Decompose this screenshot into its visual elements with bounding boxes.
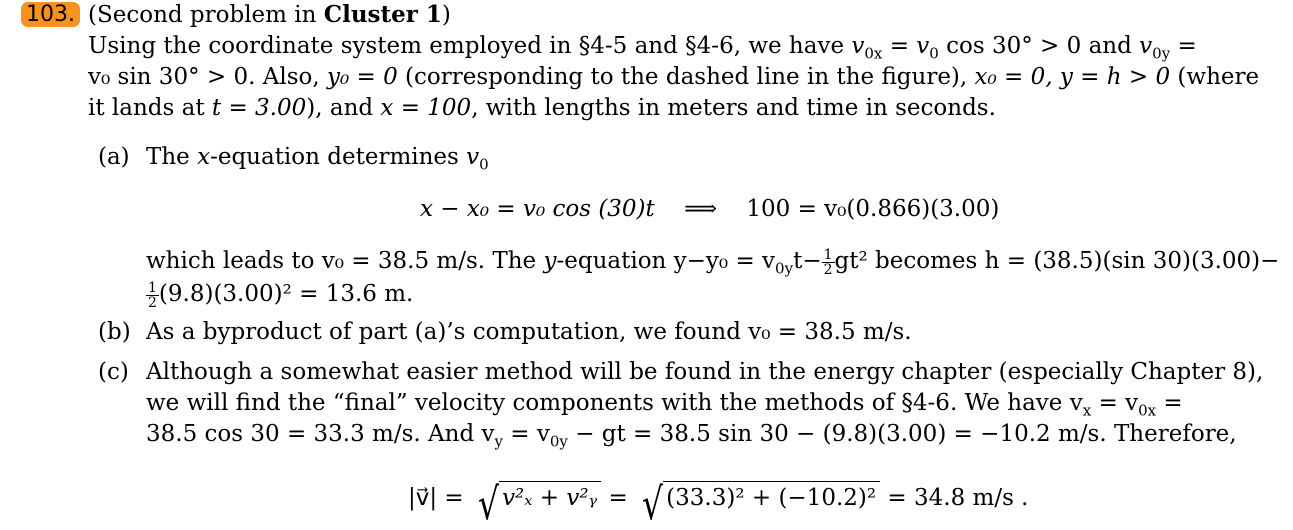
c-text: = v	[502, 421, 550, 447]
math: 0	[479, 155, 489, 174]
intro-text: Also,	[262, 64, 327, 90]
c-text: we will find the “final” velocity components with the methods of §4-6. We have v	[146, 390, 1083, 416]
math: =	[1170, 33, 1197, 59]
part-a-follow-2	[146, 279, 413, 310]
math: cos 30° > 0	[938, 33, 1082, 59]
follow-text: -equation y−y₀ = v	[556, 248, 776, 274]
fraction	[822, 248, 835, 277]
intro-text: and	[1081, 33, 1140, 59]
follow-text: which leads to v₀ = 38.5 m/s. The	[146, 248, 544, 274]
math: y₀ = 0	[326, 64, 398, 90]
frac-num: 1	[823, 246, 833, 263]
sqrt-sign: √	[478, 479, 500, 530]
intro-text: it lands at	[88, 95, 212, 121]
eq-right: 100 = v₀(0.866)(3.00)	[746, 196, 1000, 222]
part-c-line-2: we will find the “final” velocity components with the methods of §4-6. We have $v_x = v_{0x}$ =	[146, 390, 1183, 420]
part-a-text	[146, 142, 489, 172]
intro-text: (where	[1170, 64, 1260, 90]
part-a-follow-1	[146, 246, 1279, 277]
part-c-label: (c)	[98, 359, 129, 385]
math: 0y	[775, 259, 794, 278]
intro-text: ), and	[306, 95, 381, 121]
intro-line-1	[88, 31, 1268, 61]
math: x₀ = 0, y = h > 0	[974, 64, 1171, 90]
math: v	[1139, 33, 1153, 59]
math: v	[466, 144, 480, 170]
intro-line-3	[88, 93, 996, 123]
math: 0x	[864, 44, 883, 63]
math: x = 100	[380, 95, 472, 121]
eq-left: x − x₀ = v₀ cos (30)t	[420, 196, 655, 222]
part-a-text-2: -equation determines	[210, 144, 467, 170]
intro-text: (corresponding to the dashed line in the figure),	[397, 64, 975, 90]
math: 0y	[1152, 44, 1171, 63]
math: x	[197, 144, 211, 170]
math: 0y	[549, 432, 568, 451]
frac-num: 1	[148, 279, 157, 296]
math: x	[1082, 401, 1092, 420]
follow-text: gt² becomes h = (38.5)(sin 30)(3.00)−	[834, 248, 1280, 274]
frac-den: 2	[148, 294, 157, 311]
problem-heading	[88, 0, 451, 30]
math: = v	[882, 33, 930, 59]
math: 0	[929, 44, 939, 63]
intro-text: , with lengths in meters and time in seconds.	[471, 95, 996, 121]
c-text: − gt = 38.5 sin 30 − (9.8)(3.00) = −10.2 m/s. Therefore,	[567, 421, 1237, 447]
part-a-equation	[420, 194, 999, 224]
implies-arrow: ⟹	[684, 196, 718, 222]
math: t = 3.00	[211, 95, 307, 121]
sqrt-2	[635, 478, 880, 530]
c-text: 38.5 cos 30 = 33.3 m/s. And v	[146, 421, 495, 447]
part-b-label: (b)	[98, 319, 131, 345]
part-b-text: As a byproduct of part (a)’s computation, we found v₀ = 38.5 m/s.	[146, 319, 912, 345]
radicand-1: v²ₓ + v²ᵧ	[499, 481, 601, 512]
follow-text: (9.8)(3.00)² = 13.6 m.	[158, 281, 414, 307]
part-a-text-1: The	[146, 144, 198, 170]
heading-prefix: (Second problem in	[88, 2, 324, 28]
part-c-line-3	[146, 419, 1237, 449]
math: 0x	[1138, 401, 1157, 420]
intro-text: Using the coordinate system employed in §4-5 and §4-6, we have	[88, 33, 852, 59]
part-a-label: (a)	[98, 144, 130, 170]
math: v₀ sin 30° > 0.	[88, 64, 256, 90]
eq-result: = 34.8 m/s .	[887, 485, 1029, 511]
follow-text: t−	[793, 248, 822, 274]
math: y	[494, 432, 503, 451]
heading-bold: Cluster 1	[323, 1, 442, 28]
sqrt-sign: √	[642, 479, 664, 530]
intro-line-2	[88, 62, 1259, 92]
part-c-line-1: Although a somewhat easier method will be found in the energy chapter (especially Chapter 8),	[146, 359, 1264, 385]
c-text: = v	[1091, 390, 1139, 416]
math: v	[851, 33, 865, 59]
frac-den: 2	[823, 261, 833, 278]
fraction	[146, 281, 159, 310]
part-c-equation: |v⃗| = √ v²ₓ + v²ᵧ = √ (33.3)² + (−10.2)² = 34.8 m/s .	[408, 479, 1029, 530]
radicand-2: (33.3)² + (−10.2)²	[663, 481, 880, 512]
sqrt-1	[471, 478, 601, 530]
eq-magnitude: |v⃗| =	[408, 485, 464, 511]
math: y	[543, 248, 557, 274]
heading-suffix: )	[441, 2, 451, 28]
problem-badge: 103.	[21, 2, 80, 27]
